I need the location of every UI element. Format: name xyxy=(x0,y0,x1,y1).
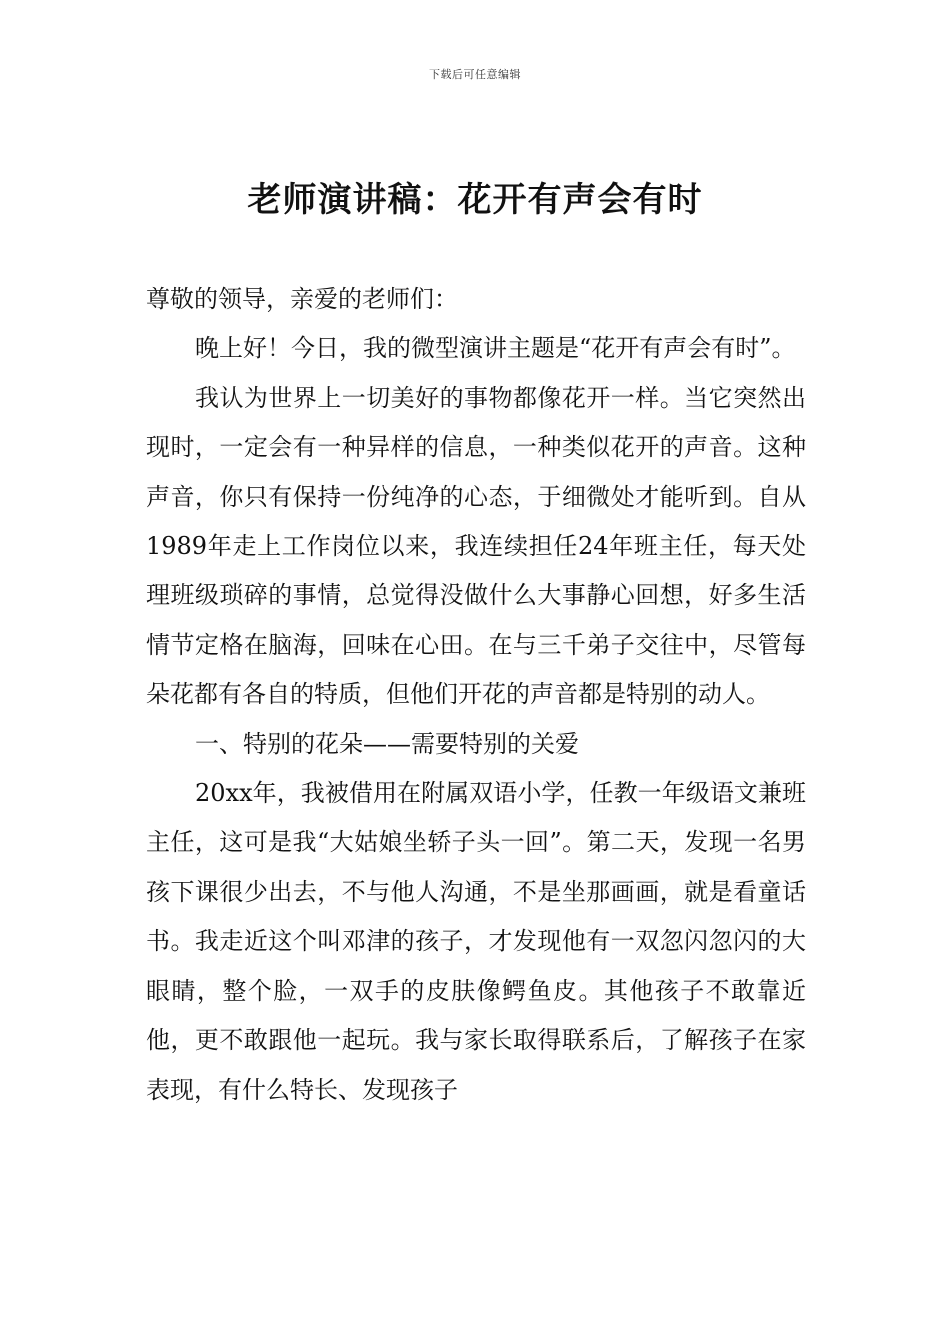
paragraph-story: 20xx年，我被借用在附属双语小学，任教一年级语文兼班主任，这可是我“大姑娘坐轿子头一回”。第二天，发现一名男孩下课很少出去，不与他人沟通，不是坐那画画，就是看童话书。我走近这个叫邓津的孩子，才发现他有一双忽闪忽闪的大眼睛，整个脸，一双手的皮肤像鳄鱼皮。其他孩子不敢靠近他，更不敢跟他一起玩。我与家长取得联系后，了解孩子在家表现，有什么特长、发现孩子 xyxy=(146,779,806,1104)
section-heading: 一、特别的花朵——需要特别的关爱 xyxy=(195,729,579,758)
paragraph-intro: 我认为世界上一切美好的事物都像花开一样。当它突然出现时，一定会有一种异样的信息，一种类似花开的声音。这种声音，你只有保持一份纯净的心态，于细微处才能听到。自从1989年走上工作岗位以来，我连续担任24年班主任，每天处理班级琐碎的事情，总觉得没做什么大事静心回想，好多生活情节定格在脑海，回味在心田。在与三千弟子交往中，尽管每朵花都有各自的特质，但他们开花的声音都是特别的动人。 xyxy=(146,383,806,709)
header-note: 下载后可任意编辑 xyxy=(429,68,521,81)
document-title: 老师演讲稿：花开有声会有时 xyxy=(247,180,703,220)
paragraph-greeting: 晚上好！今日，我的微型演讲主题是“花开有声会有时”。 xyxy=(195,334,796,363)
document-body xyxy=(146,275,806,1115)
salutation: 尊敬的领导，亲爱的老师们： xyxy=(146,285,458,313)
